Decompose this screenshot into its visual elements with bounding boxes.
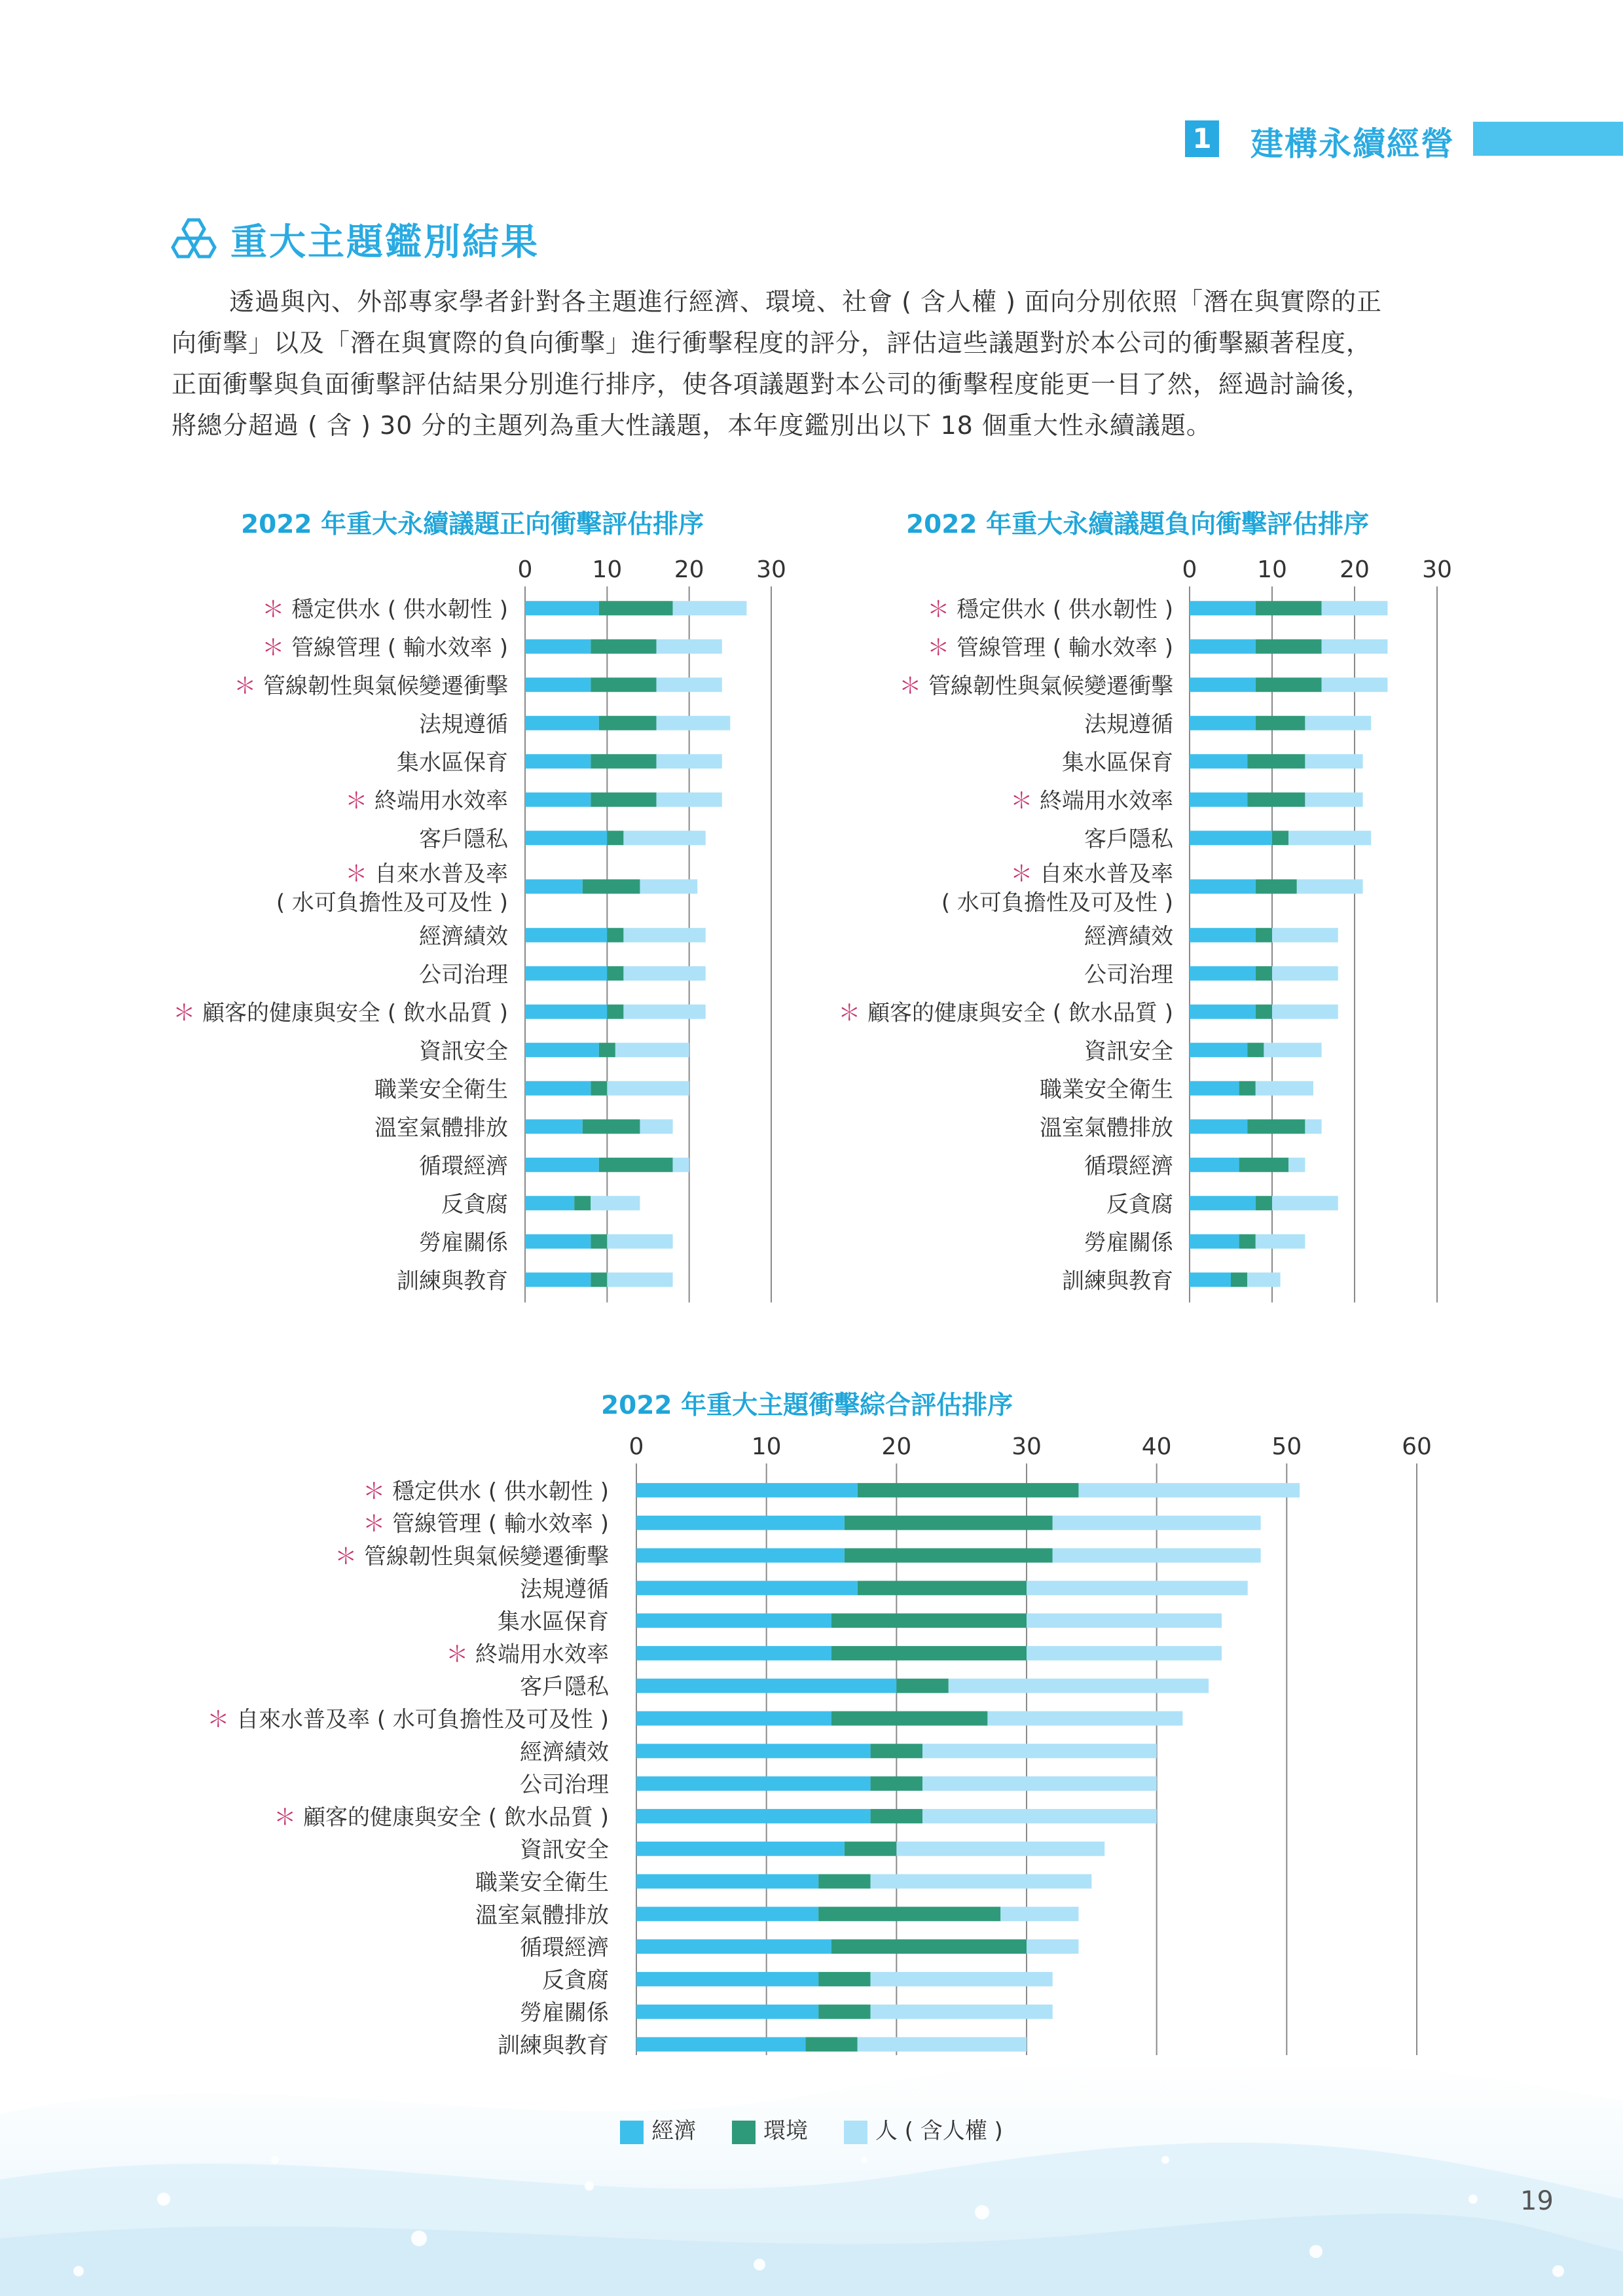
bar-segment [922, 1744, 1157, 1758]
category-label: ＊ 自來水普及率 [1010, 861, 1173, 888]
intro-line: 透過與內、外部專家學者針對各主題進行經濟、環境、社會 ( 含人權 ) 面向分別依照「潛在與實際的正 [229, 287, 1382, 316]
bar-segment [831, 1613, 1027, 1628]
x-tick-label: 10 [592, 556, 623, 583]
category-label: 資訊安全 [520, 1837, 609, 1863]
x-tick-label: 40 [1141, 1433, 1172, 1460]
intro-line: 將總分超過 ( 含 ) 30 分的主題列為重大性議題，本年度鑑別出以下 18 個重大性永續議題。 [172, 411, 1212, 440]
legend-item-economy [620, 2113, 696, 2145]
bar-segment [871, 1874, 1092, 1889]
bar-segment [1078, 1483, 1300, 1498]
category-label: 溫室氣體排放 [475, 1902, 609, 1929]
bar-segment [871, 1972, 1053, 1986]
page-number: 19 [1520, 2186, 1554, 2216]
bar-segment [805, 2037, 857, 2052]
bar-segment [845, 1549, 1053, 1563]
bar-segment [871, 1776, 922, 1791]
category-label: ＊ 穩定供水 ( 供水韌性 ) [363, 1478, 609, 1505]
chart-legend [0, 2113, 1623, 2145]
bar-segment [1053, 1549, 1261, 1563]
x-tick-label: 20 [674, 556, 704, 583]
bar-segment [636, 1646, 831, 1660]
x-tick-label: 30 [756, 556, 786, 583]
category-label: ＊ 管線韌性與氣候變遷衝擊 [899, 673, 1173, 700]
category-label: ＊ 穩定供水 ( 供水韌性 ) [262, 596, 508, 623]
category-label: 經濟績效 [419, 923, 508, 950]
category-label: ＊ 顧客的健康與安全 ( 飲水品質 ) [838, 999, 1173, 1026]
bar-segment [636, 1483, 858, 1498]
bar-segment [871, 2005, 1053, 2019]
category-label: 職業安全衛生 [374, 1076, 508, 1103]
negative-chart-title: 2022 年重大永續議題負向衝擊評估排序 [906, 510, 1370, 539]
bar-segment [636, 1744, 871, 1758]
bar-segment [636, 2005, 818, 2019]
bar-segment [636, 1939, 831, 1954]
category-label: ＊ 自來水普及率 ( 水可負擔性及可及性 ) [207, 1706, 609, 1733]
category-label: ＊ 終端用水效率 [446, 1641, 609, 1668]
bar-segment [831, 1939, 1027, 1954]
category-label: ＊ 顧客的健康與安全 ( 飲水品質 ) [173, 999, 508, 1026]
category-label: 公司治理 [419, 961, 508, 988]
legend-label: 經濟 [651, 2118, 697, 2144]
category-label: 集水區保育 [397, 749, 508, 776]
category-label: ＊ 顧客的健康與安全 ( 飲水品質 ) [274, 1804, 609, 1831]
category-label: ＊ 管線韌性與氣候變遷衝擊 [335, 1543, 609, 1570]
x-tick-label: 30 [1012, 1433, 1042, 1460]
bar-segment [845, 1516, 1053, 1530]
bar-segment [818, 1972, 870, 1986]
bar-segment [636, 1842, 845, 1856]
positive-chart-title: 2022 年重大永續議題正向衝擊評估排序 [241, 510, 704, 539]
category-label: ＊ 自來水普及率 [345, 861, 508, 888]
bar-segment [922, 1776, 1157, 1791]
category-label: 循環經濟 [419, 1153, 508, 1179]
category-label: 反貪腐 [441, 1191, 508, 1218]
category-label: 職業安全衛生 [475, 1869, 609, 1896]
x-tick-label: 10 [1257, 556, 1287, 583]
bar-segment [818, 1874, 870, 1889]
category-label: ＊ 穩定供水 ( 供水韌性 ) [927, 596, 1173, 623]
category-label: 溫室氣體排放 [374, 1115, 508, 1141]
legend-label: 人 ( 含人權 ) [875, 2118, 1003, 2144]
bar-segment [636, 1679, 896, 1693]
bar-segment [922, 1809, 1157, 1823]
x-tick-label: 10 [751, 1433, 782, 1460]
bar-segment [987, 1712, 1182, 1726]
category-label: 資訊安全 [419, 1038, 508, 1065]
category-label: 勞雇關係 [419, 1229, 508, 1256]
legend-item-environment [732, 2113, 808, 2145]
intro-line: 正面衝擊與負面衝擊評估結果分別進行排序，使各項議題對本公司的衝擊程度能更一目了然，經過討論後， [172, 370, 1372, 399]
category-label: 集水區保育 [1062, 749, 1173, 776]
category-label: 訓練與教育 [397, 1268, 508, 1295]
category-label: 訓練與教育 [498, 2032, 609, 2059]
category-label: 反貪腐 [1106, 1191, 1173, 1218]
category-label: 公司治理 [1084, 961, 1173, 988]
x-tick-label: 20 [881, 1433, 912, 1460]
bar-segment [636, 1613, 831, 1628]
category-label: 循環經濟 [520, 1935, 609, 1962]
bar-segment [858, 2037, 1027, 2052]
bar-segment [636, 1874, 818, 1889]
bar-segment [818, 1907, 1000, 1921]
bar-segment [1027, 1939, 1078, 1954]
bar-segment [1000, 1907, 1078, 1921]
bar-segment [636, 1972, 818, 1986]
x-tick-label: 0 [1182, 556, 1197, 583]
bar-segment [636, 1516, 845, 1530]
category-label: 公司治理 [520, 1772, 609, 1799]
category-label: 反貪腐 [542, 1967, 609, 1994]
bar-segment [871, 1744, 922, 1758]
category-label: 經濟績效 [520, 1739, 609, 1766]
category-label: ( 水可負擔性及可及性 ) [276, 889, 508, 916]
bar-segment [845, 1842, 896, 1856]
category-label: 法規遵循 [1084, 711, 1173, 738]
category-label: 法規遵循 [520, 1576, 609, 1603]
bar-segment [636, 1907, 818, 1921]
category-label: ＊ 管線管理 ( 輸水效率 ) [262, 634, 508, 661]
bar-segment [896, 1679, 948, 1693]
x-tick-label: 60 [1402, 1433, 1432, 1460]
category-label: ＊ 管線管理 ( 輸水效率 ) [927, 634, 1173, 661]
intro-line: 向衝擊」以及「潛在與實際的負向衝擊」進行衝擊程度的評分，評估這些議題對於本公司的衝擊顯著程度， [172, 329, 1372, 357]
combined-chart-title: 2022 年重大主題衝擊綜合評估排序 [601, 1391, 1013, 1420]
category-label: 客戶隱私 [1084, 826, 1173, 853]
bar-segment [636, 1776, 871, 1791]
bar-segment [858, 1483, 1079, 1498]
bar-segment [636, 1581, 858, 1595]
bar-segment [1027, 1646, 1222, 1660]
category-label: 訓練與教育 [1062, 1268, 1173, 1295]
bar-segment [1053, 1516, 1261, 1530]
category-label: ＊ 管線管理 ( 輸水效率 ) [363, 1511, 609, 1537]
legend-label: 環境 [763, 2118, 809, 2144]
category-label: 法規遵循 [419, 711, 508, 738]
bar-segment [1027, 1581, 1248, 1595]
category-label: ( 水可負擔性及可及性 ) [941, 889, 1173, 916]
chapter-number-badge: 1 [1185, 120, 1219, 157]
category-label: ＊ 終端用水效率 [1010, 787, 1173, 814]
bar-segment [1027, 1613, 1222, 1628]
bar-segment [949, 1679, 1209, 1693]
category-label: 勞雇關係 [520, 2000, 609, 2026]
category-label: 循環經濟 [1084, 1153, 1173, 1179]
bar-segment [818, 2005, 870, 2019]
category-label: ＊ 終端用水效率 [345, 787, 508, 814]
category-label: 客戶隱私 [419, 826, 508, 853]
bar-segment [831, 1646, 1027, 1660]
category-label: 經濟績效 [1084, 923, 1173, 950]
bar-segment [636, 1549, 845, 1563]
x-tick-label: 50 [1271, 1433, 1302, 1460]
category-label: 客戶隱私 [520, 1674, 609, 1700]
x-tick-label: 0 [629, 1433, 644, 1460]
x-tick-label: 30 [1422, 556, 1452, 583]
category-label: 職業安全衛生 [1040, 1076, 1173, 1103]
bar-segment [636, 1712, 831, 1726]
category-label: ＊ 管線韌性與氣候變遷衝擊 [234, 673, 508, 700]
category-label: 集水區保育 [498, 1609, 609, 1636]
category-label: 資訊安全 [1084, 1038, 1173, 1065]
bar-segment [871, 1809, 922, 1823]
bar-segment [896, 1842, 1104, 1856]
bar-segment [858, 1581, 1027, 1595]
x-tick-label: 0 [517, 556, 533, 583]
legend-item-people [844, 2113, 1003, 2145]
category-label: 勞雇關係 [1084, 1229, 1173, 1256]
x-tick-label: 20 [1340, 556, 1370, 583]
bar-segment [636, 2037, 805, 2052]
category-label: 溫室氣體排放 [1040, 1115, 1173, 1141]
chapter-title: 建構永續經營 [1250, 125, 1455, 163]
bar-segment [831, 1712, 987, 1726]
bar-segment [636, 1809, 871, 1823]
section-title: 重大主題鑑別結果 [230, 221, 539, 264]
